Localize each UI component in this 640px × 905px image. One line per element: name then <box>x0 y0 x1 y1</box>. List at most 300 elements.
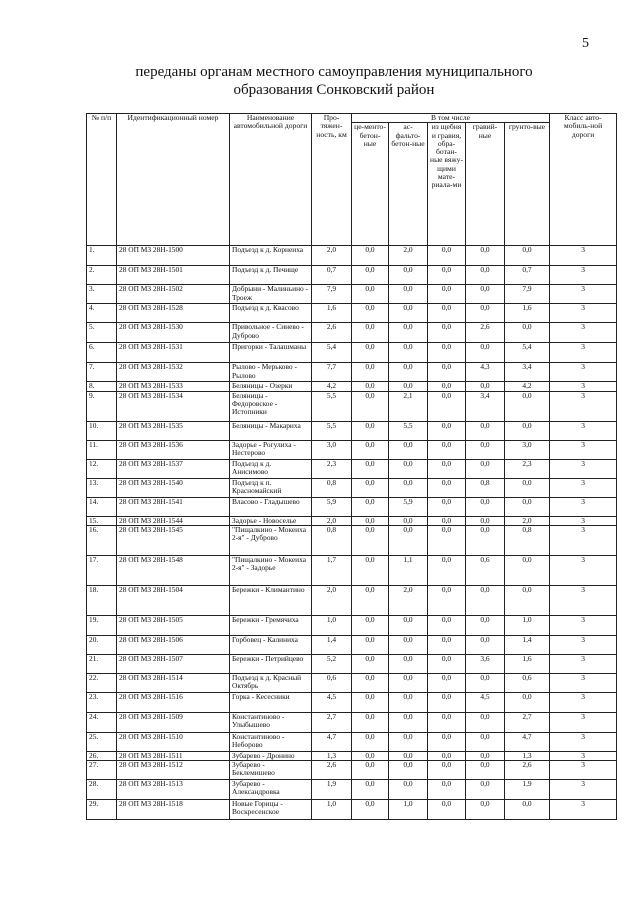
row-number: 2. <box>87 266 117 285</box>
asphalt-concrete-value: 2,1 <box>389 391 428 421</box>
cement-concrete-value: 0,0 <box>352 266 389 285</box>
road-id: 28 ОП МЗ 28Н-1528 <box>117 304 230 323</box>
road-name: "Пищалкино - Мокеиха 2-я" - Дуброво <box>230 525 312 555</box>
road-id: 28 ОП МЗ 28Н-1532 <box>117 363 230 382</box>
road-length: 2,0 <box>312 246 352 266</box>
crushed-stone-value: 0,0 <box>428 800 466 820</box>
road-length: 1,7 <box>312 555 352 585</box>
cement-concrete-value: 0,0 <box>352 421 389 440</box>
asphalt-concrete-value: 0,0 <box>389 478 428 497</box>
gravel-value: 0,0 <box>466 525 505 555</box>
table-row <box>87 497 617 516</box>
road-length: 5,4 <box>312 343 352 363</box>
header-cement-concrete: це-менто-бетон-ные <box>352 123 389 246</box>
road-id: 28 ОП МЗ 28Н-1516 <box>117 692 230 712</box>
road-name: Горка - Кесесники <box>230 692 312 712</box>
table-row <box>87 732 617 751</box>
table-row <box>87 478 617 497</box>
cement-concrete-value: 0,0 <box>352 478 389 497</box>
road-class: 3 <box>550 363 617 382</box>
cement-concrete-value: 0,0 <box>352 382 389 391</box>
road-name: Зубарево - Дронино <box>230 751 312 760</box>
asphalt-concrete-value: 0,0 <box>389 692 428 712</box>
road-length: 4,2 <box>312 382 352 391</box>
asphalt-concrete-value: 0,0 <box>389 751 428 760</box>
dirt-value: 0,8 <box>505 525 550 555</box>
asphalt-concrete-value: 0,0 <box>389 654 428 673</box>
cement-concrete-value: 0,0 <box>352 654 389 673</box>
road-id: 28 ОП МЗ 28Н-1537 <box>117 459 230 478</box>
table-row <box>87 712 617 732</box>
row-number: 17. <box>87 555 117 585</box>
dirt-value: 1,6 <box>505 304 550 323</box>
gravel-value: 0,0 <box>466 761 505 780</box>
road-length: 2,6 <box>312 323 352 343</box>
road-length: 0,8 <box>312 525 352 555</box>
gravel-value: 0,0 <box>466 440 505 459</box>
gravel-value: 0,0 <box>466 421 505 440</box>
crushed-stone-value: 0,0 <box>428 285 466 304</box>
dirt-value: 0,6 <box>505 673 550 692</box>
road-name: Бережки - Петрийцево <box>230 654 312 673</box>
crushed-stone-value: 0,0 <box>428 459 466 478</box>
road-name: Подъезд к д. Печище <box>230 266 312 285</box>
header-id: Идентификационный номер <box>117 114 230 246</box>
road-length: 5,2 <box>312 654 352 673</box>
dirt-value: 2,0 <box>505 516 550 525</box>
gravel-value: 0,6 <box>466 555 505 585</box>
header-crushed-stone: из щебня и гравия, обра-ботан-ные вяжу-щими мате-риала-ми <box>428 123 466 246</box>
asphalt-concrete-value: 0,0 <box>389 343 428 363</box>
road-length: 7,9 <box>312 285 352 304</box>
row-number: 28. <box>87 780 117 800</box>
road-class: 3 <box>550 246 617 266</box>
road-length: 0,8 <box>312 478 352 497</box>
road-class: 3 <box>550 585 617 615</box>
row-number: 15. <box>87 516 117 525</box>
cement-concrete-value: 0,0 <box>352 246 389 266</box>
road-class: 3 <box>550 654 617 673</box>
road-name: Добрыни - Малиньино - Троеж <box>230 285 312 304</box>
table-row <box>87 555 617 585</box>
road-id: 28 ОП МЗ 28Н-1509 <box>117 712 230 732</box>
crushed-stone-value: 0,0 <box>428 673 466 692</box>
road-id: 28 ОП МЗ 28Н-1506 <box>117 635 230 654</box>
dirt-value: 0,0 <box>505 585 550 615</box>
gravel-value: 0,0 <box>466 732 505 751</box>
table-row <box>87 654 617 673</box>
road-name: Беляницы - Макариха <box>230 421 312 440</box>
row-number: 12. <box>87 459 117 478</box>
road-class: 3 <box>550 673 617 692</box>
cement-concrete-value: 0,0 <box>352 585 389 615</box>
asphalt-concrete-value: 5,5 <box>389 421 428 440</box>
header-dirt: грунто-вые <box>505 123 550 246</box>
cement-concrete-value: 0,0 <box>352 732 389 751</box>
road-length: 2,3 <box>312 459 352 478</box>
asphalt-concrete-value: 0,0 <box>389 673 428 692</box>
cement-concrete-value: 0,0 <box>352 391 389 421</box>
road-id: 28 ОП МЗ 28Н-1540 <box>117 478 230 497</box>
table-row <box>87 615 617 635</box>
table-row <box>87 343 617 363</box>
road-length: 7,7 <box>312 363 352 382</box>
gravel-value: 0,0 <box>466 285 505 304</box>
row-number: 16. <box>87 525 117 555</box>
dirt-value: 4,2 <box>505 382 550 391</box>
table-row <box>87 304 617 323</box>
road-class: 3 <box>550 780 617 800</box>
table-row <box>87 525 617 555</box>
row-number: 7. <box>87 363 117 382</box>
cement-concrete-value: 0,0 <box>352 323 389 343</box>
row-number: 5. <box>87 323 117 343</box>
road-class: 3 <box>550 751 617 760</box>
cement-concrete-value: 0,0 <box>352 555 389 585</box>
gravel-value: 0,0 <box>466 780 505 800</box>
header-road-class: Класс авто-мобиль-ной дороги <box>550 114 617 246</box>
table-row <box>87 440 617 459</box>
road-name: Беляницы - Федоровское - Истопники <box>230 391 312 421</box>
row-number: 22. <box>87 673 117 692</box>
cement-concrete-value: 0,0 <box>352 635 389 654</box>
table-row <box>87 800 617 820</box>
asphalt-concrete-value: 0,0 <box>389 323 428 343</box>
header-gravel: гравий-ные <box>466 123 505 246</box>
road-length: 0,7 <box>312 266 352 285</box>
road-class: 3 <box>550 440 617 459</box>
road-length: 4,7 <box>312 732 352 751</box>
asphalt-concrete-value: 1,1 <box>389 555 428 585</box>
gravel-value: 0,8 <box>466 478 505 497</box>
road-id: 28 ОП МЗ 28Н-1533 <box>117 382 230 391</box>
road-name: Беляницы - Озерки <box>230 382 312 391</box>
row-number: 25. <box>87 732 117 751</box>
road-name: Подъезд к п. Красномайский <box>230 478 312 497</box>
crushed-stone-value: 0,0 <box>428 516 466 525</box>
road-id: 28 ОП МЗ 28Н-1535 <box>117 421 230 440</box>
crushed-stone-value: 0,0 <box>428 421 466 440</box>
cement-concrete-value: 0,0 <box>352 751 389 760</box>
road-length: 1,0 <box>312 800 352 820</box>
table-row <box>87 246 617 266</box>
row-number: 20. <box>87 635 117 654</box>
row-number: 9. <box>87 391 117 421</box>
crushed-stone-value: 0,0 <box>428 391 466 421</box>
cement-concrete-value: 0,0 <box>352 761 389 780</box>
table-row <box>87 692 617 712</box>
header-length: Про-тяжен-ность, км <box>312 114 352 246</box>
road-name: Зубарево - Александровка <box>230 780 312 800</box>
asphalt-concrete-value: 0,0 <box>389 266 428 285</box>
road-class: 3 <box>550 421 617 440</box>
table-row <box>87 635 617 654</box>
cement-concrete-value: 0,0 <box>352 692 389 712</box>
document-heading <box>60 63 608 99</box>
road-id: 28 ОП МЗ 28Н-1502 <box>117 285 230 304</box>
row-number: 3. <box>87 285 117 304</box>
road-class: 3 <box>550 285 617 304</box>
gravel-value: 0,0 <box>466 304 505 323</box>
row-number: 10. <box>87 421 117 440</box>
table-row <box>87 323 617 343</box>
cement-concrete-value: 0,0 <box>352 516 389 525</box>
heading-line-2: образования Сонковский район <box>233 82 435 98</box>
road-class: 3 <box>550 732 617 751</box>
asphalt-concrete-value: 0,0 <box>389 635 428 654</box>
row-number: 19. <box>87 615 117 635</box>
gravel-value: 0,0 <box>466 343 505 363</box>
header-road-name: Наименование автомобильной дороги <box>230 114 312 246</box>
table-row <box>87 761 617 780</box>
asphalt-concrete-value: 0,0 <box>389 732 428 751</box>
road-class: 3 <box>550 692 617 712</box>
road-length: 1,4 <box>312 635 352 654</box>
table-row <box>87 382 617 391</box>
cement-concrete-value: 0,0 <box>352 363 389 382</box>
header-asphalt-concrete: ас-фальто-бетон-ные <box>389 123 428 246</box>
asphalt-concrete-value: 0,0 <box>389 459 428 478</box>
dirt-value: 2,6 <box>505 761 550 780</box>
road-id: 28 ОП МЗ 28Н-1534 <box>117 391 230 421</box>
dirt-value: 0,0 <box>505 692 550 712</box>
road-name: Зубарево - Беклемишево <box>230 761 312 780</box>
road-length: 1,0 <box>312 615 352 635</box>
dirt-value: 4,7 <box>505 732 550 751</box>
gravel-value: 0,0 <box>466 673 505 692</box>
road-length: 4,5 <box>312 692 352 712</box>
gravel-value: 0,0 <box>466 800 505 820</box>
road-class: 3 <box>550 478 617 497</box>
asphalt-concrete-value: 0,0 <box>389 525 428 555</box>
dirt-value: 0,0 <box>505 478 550 497</box>
gravel-value: 0,0 <box>466 751 505 760</box>
row-number: 18. <box>87 585 117 615</box>
crushed-stone-value: 0,0 <box>428 732 466 751</box>
crushed-stone-value: 0,0 <box>428 780 466 800</box>
table-row <box>87 751 617 760</box>
road-name: Привольное - Синево - Дуброво <box>230 323 312 343</box>
road-id: 28 ОП МЗ 28Н-1501 <box>117 266 230 285</box>
crushed-stone-value: 0,0 <box>428 712 466 732</box>
header-including: В том числе <box>352 114 550 123</box>
dirt-value: 0,0 <box>505 246 550 266</box>
gravel-value: 0,0 <box>466 585 505 615</box>
road-id: 28 ОП МЗ 28Н-1511 <box>117 751 230 760</box>
crushed-stone-value: 0,0 <box>428 585 466 615</box>
asphalt-concrete-value: 1,0 <box>389 800 428 820</box>
crushed-stone-value: 0,0 <box>428 440 466 459</box>
gravel-value: 0,0 <box>466 615 505 635</box>
table-row <box>87 780 617 800</box>
road-name: Задорье - Новоселье <box>230 516 312 525</box>
road-length: 3,0 <box>312 440 352 459</box>
dirt-value: 1,6 <box>505 654 550 673</box>
road-length: 2,0 <box>312 516 352 525</box>
road-name: Бережки - Климантино <box>230 585 312 615</box>
asphalt-concrete-value: 5,9 <box>389 497 428 516</box>
dirt-value: 1,3 <box>505 751 550 760</box>
crushed-stone-value: 0,0 <box>428 654 466 673</box>
gravel-value: 4,5 <box>466 692 505 712</box>
roads-table <box>86 113 617 820</box>
table-row <box>87 585 617 615</box>
dirt-value: 1,4 <box>505 635 550 654</box>
road-class: 3 <box>550 800 617 820</box>
asphalt-concrete-value: 0,0 <box>389 780 428 800</box>
road-id: 28 ОП МЗ 28Н-1548 <box>117 555 230 585</box>
cement-concrete-value: 0,0 <box>352 800 389 820</box>
road-class: 3 <box>550 497 617 516</box>
road-class: 3 <box>550 712 617 732</box>
road-length: 1,9 <box>312 780 352 800</box>
gravel-value: 0,0 <box>466 459 505 478</box>
cement-concrete-value: 0,0 <box>352 285 389 304</box>
road-class: 3 <box>550 391 617 421</box>
crushed-stone-value: 0,0 <box>428 692 466 712</box>
road-length: 2,7 <box>312 712 352 732</box>
road-class: 3 <box>550 615 617 635</box>
road-name: Константиново - Улыбышево <box>230 712 312 732</box>
road-length: 1,3 <box>312 751 352 760</box>
crushed-stone-value: 0,0 <box>428 304 466 323</box>
cement-concrete-value: 0,0 <box>352 304 389 323</box>
asphalt-concrete-value: 0,0 <box>389 712 428 732</box>
crushed-stone-value: 0,0 <box>428 635 466 654</box>
dirt-value: 0,0 <box>505 555 550 585</box>
asphalt-concrete-value: 0,0 <box>389 304 428 323</box>
table-row <box>87 673 617 692</box>
road-name: Новые Горицы - Воскресенское <box>230 800 312 820</box>
road-name: Константиново - Неборово <box>230 732 312 751</box>
road-length: 5,5 <box>312 421 352 440</box>
asphalt-concrete-value: 0,0 <box>389 440 428 459</box>
gravel-value: 3,4 <box>466 391 505 421</box>
road-id: 28 ОП МЗ 28Н-1514 <box>117 673 230 692</box>
gravel-value: 4,3 <box>466 363 505 382</box>
road-name: "Пищалкино - Мокеиха 2-я" - Задорье <box>230 555 312 585</box>
dirt-value: 0,7 <box>505 266 550 285</box>
road-length: 5,9 <box>312 497 352 516</box>
table-row <box>87 363 617 382</box>
table-row <box>87 421 617 440</box>
gravel-value: 0,0 <box>466 382 505 391</box>
asphalt-concrete-value: 0,0 <box>389 516 428 525</box>
road-class: 3 <box>550 323 617 343</box>
asphalt-concrete-value: 0,0 <box>389 761 428 780</box>
cement-concrete-value: 0,0 <box>352 780 389 800</box>
cement-concrete-value: 0,0 <box>352 343 389 363</box>
road-id: 28 ОП МЗ 28Н-1510 <box>117 732 230 751</box>
asphalt-concrete-value: 0,0 <box>389 382 428 391</box>
crushed-stone-value: 0,0 <box>428 478 466 497</box>
crushed-stone-value: 0,0 <box>428 497 466 516</box>
crushed-stone-value: 0,0 <box>428 343 466 363</box>
dirt-value: 5,4 <box>505 343 550 363</box>
road-class: 3 <box>550 304 617 323</box>
row-number: 29. <box>87 800 117 820</box>
row-number: 21. <box>87 654 117 673</box>
row-number: 4. <box>87 304 117 323</box>
road-id: 28 ОП МЗ 28Н-1530 <box>117 323 230 343</box>
road-id: 28 ОП МЗ 28Н-1544 <box>117 516 230 525</box>
road-name: Рылово - Мерьково - Рылово <box>230 363 312 382</box>
crushed-stone-value: 0,0 <box>428 555 466 585</box>
road-id: 28 ОП МЗ 28Н-1513 <box>117 780 230 800</box>
cement-concrete-value: 0,0 <box>352 712 389 732</box>
row-number: 26. <box>87 751 117 760</box>
road-class: 3 <box>550 459 617 478</box>
road-class: 3 <box>550 555 617 585</box>
row-number: 1. <box>87 246 117 266</box>
crushed-stone-value: 0,0 <box>428 761 466 780</box>
dirt-value: 0,0 <box>505 800 550 820</box>
page-number: 5 <box>582 36 589 51</box>
row-number: 13. <box>87 478 117 497</box>
gravel-value: 3,6 <box>466 654 505 673</box>
road-name: Пригорки - Талашманы <box>230 343 312 363</box>
crushed-stone-value: 0,0 <box>428 323 466 343</box>
asphalt-concrete-value: 2,0 <box>389 585 428 615</box>
crushed-stone-value: 0,0 <box>428 615 466 635</box>
road-id: 28 ОП МЗ 28Н-1507 <box>117 654 230 673</box>
road-id: 28 ОП МЗ 28Н-1545 <box>117 525 230 555</box>
road-class: 3 <box>550 516 617 525</box>
road-class: 3 <box>550 761 617 780</box>
crushed-stone-value: 0,0 <box>428 363 466 382</box>
dirt-value: 0,0 <box>505 391 550 421</box>
dirt-value: 0,0 <box>505 421 550 440</box>
dirt-value: 1,9 <box>505 780 550 800</box>
road-class: 3 <box>550 635 617 654</box>
heading-line-1: переданы органам местного самоуправления муниципального <box>135 64 533 80</box>
road-name: Подъезд к д. Красный Октябрь <box>230 673 312 692</box>
crushed-stone-value: 0,0 <box>428 751 466 760</box>
table-row <box>87 459 617 478</box>
road-id: 28 ОП МЗ 28Н-1505 <box>117 615 230 635</box>
road-id: 28 ОП МЗ 28Н-1518 <box>117 800 230 820</box>
road-id: 28 ОП МЗ 28Н-1504 <box>117 585 230 615</box>
cement-concrete-value: 0,0 <box>352 497 389 516</box>
dirt-value: 0,0 <box>505 497 550 516</box>
row-number: 14. <box>87 497 117 516</box>
road-class: 3 <box>550 266 617 285</box>
road-length: 2,6 <box>312 761 352 780</box>
asphalt-concrete-value: 0,0 <box>389 285 428 304</box>
row-number: 24. <box>87 712 117 732</box>
table-row <box>87 391 617 421</box>
table-row <box>87 285 617 304</box>
dirt-value: 7,9 <box>505 285 550 304</box>
gravel-value: 0,0 <box>466 497 505 516</box>
row-number: 11. <box>87 440 117 459</box>
dirt-value: 3,0 <box>505 440 550 459</box>
row-number: 27. <box>87 761 117 780</box>
crushed-stone-value: 0,0 <box>428 525 466 555</box>
gravel-value: 0,0 <box>466 635 505 654</box>
road-name: Бережки - Гремячиха <box>230 615 312 635</box>
road-class: 3 <box>550 525 617 555</box>
cement-concrete-value: 0,0 <box>352 459 389 478</box>
road-id: 28 ОП МЗ 28Н-1536 <box>117 440 230 459</box>
road-name: Подъезд к д. Анисимово <box>230 459 312 478</box>
row-number: 8. <box>87 382 117 391</box>
road-name: Власово - Гладышево <box>230 497 312 516</box>
road-class: 3 <box>550 343 617 363</box>
cement-concrete-value: 0,0 <box>352 615 389 635</box>
gravel-value: 0,0 <box>466 516 505 525</box>
road-id: 28 ОП МЗ 28Н-1500 <box>117 246 230 266</box>
